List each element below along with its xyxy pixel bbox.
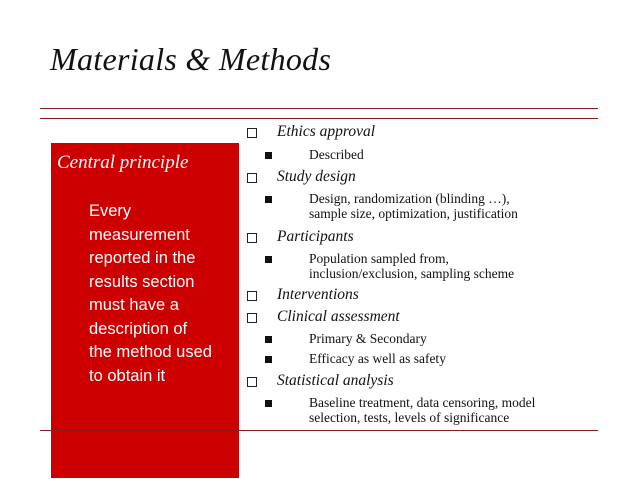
sub-item-line: Baseline treatment, data censoring, model [309, 395, 536, 410]
central-principle-line: reported in the [89, 249, 196, 267]
central-principle-line: the method used [89, 343, 212, 361]
filled-square-bullet-icon [265, 196, 272, 203]
central-principle-box [51, 143, 239, 478]
sub-item-line: Primary & Secondary [309, 331, 427, 346]
central-principle-line: Every [89, 202, 132, 220]
hollow-square-bullet-icon [247, 233, 257, 243]
central-principle-text [89, 200, 212, 388]
hollow-square-bullet-icon [247, 173, 257, 183]
sub-item-line: sample size, optimization, justification [309, 205, 518, 221]
slide-title: Materials & Methods [50, 41, 332, 77]
sub-item-line: Efficacy as well as safety [309, 351, 446, 366]
list-item-label: Participants [277, 228, 354, 245]
hollow-square-bullet-icon [247, 377, 257, 387]
bottom-rule [40, 430, 598, 431]
filled-square-bullet-icon [265, 400, 272, 407]
list-item-label: Statistical analysis [277, 372, 394, 389]
list-item-label: Ethics approval [277, 123, 376, 140]
central-principle-line: description of [89, 319, 188, 338]
central-principle-line: must have a [89, 296, 179, 314]
sub-item-line: selection, tests, levels of significance [309, 409, 510, 425]
filled-square-bullet-icon [265, 336, 272, 343]
sub-item-line: inclusion/exclusion, sampling scheme [309, 265, 515, 281]
central-principle-line: to obtain it [89, 366, 166, 385]
title-rule-upper [40, 108, 598, 109]
sub-item-line: Described [309, 147, 364, 162]
hollow-square-bullet-icon [247, 128, 257, 138]
hollow-square-bullet-icon [247, 291, 257, 301]
sub-item-line: Population sampled from, [309, 251, 449, 266]
central-principle-heading: Central principle [57, 152, 189, 173]
list-item-label: Interventions [277, 286, 359, 303]
sub-item-line: Design, randomization (blinding …), [309, 191, 510, 206]
central-principle-line: measurement [89, 225, 190, 244]
hollow-square-bullet-icon [247, 313, 257, 323]
central-principle-line: results section [89, 272, 195, 291]
list-item-label: Clinical assessment [277, 308, 400, 325]
filled-square-bullet-icon [265, 152, 272, 159]
filled-square-bullet-icon [265, 356, 272, 363]
list-item-label: Study design [277, 168, 356, 185]
filled-square-bullet-icon [265, 256, 272, 263]
title-rule-lower [40, 118, 598, 119]
